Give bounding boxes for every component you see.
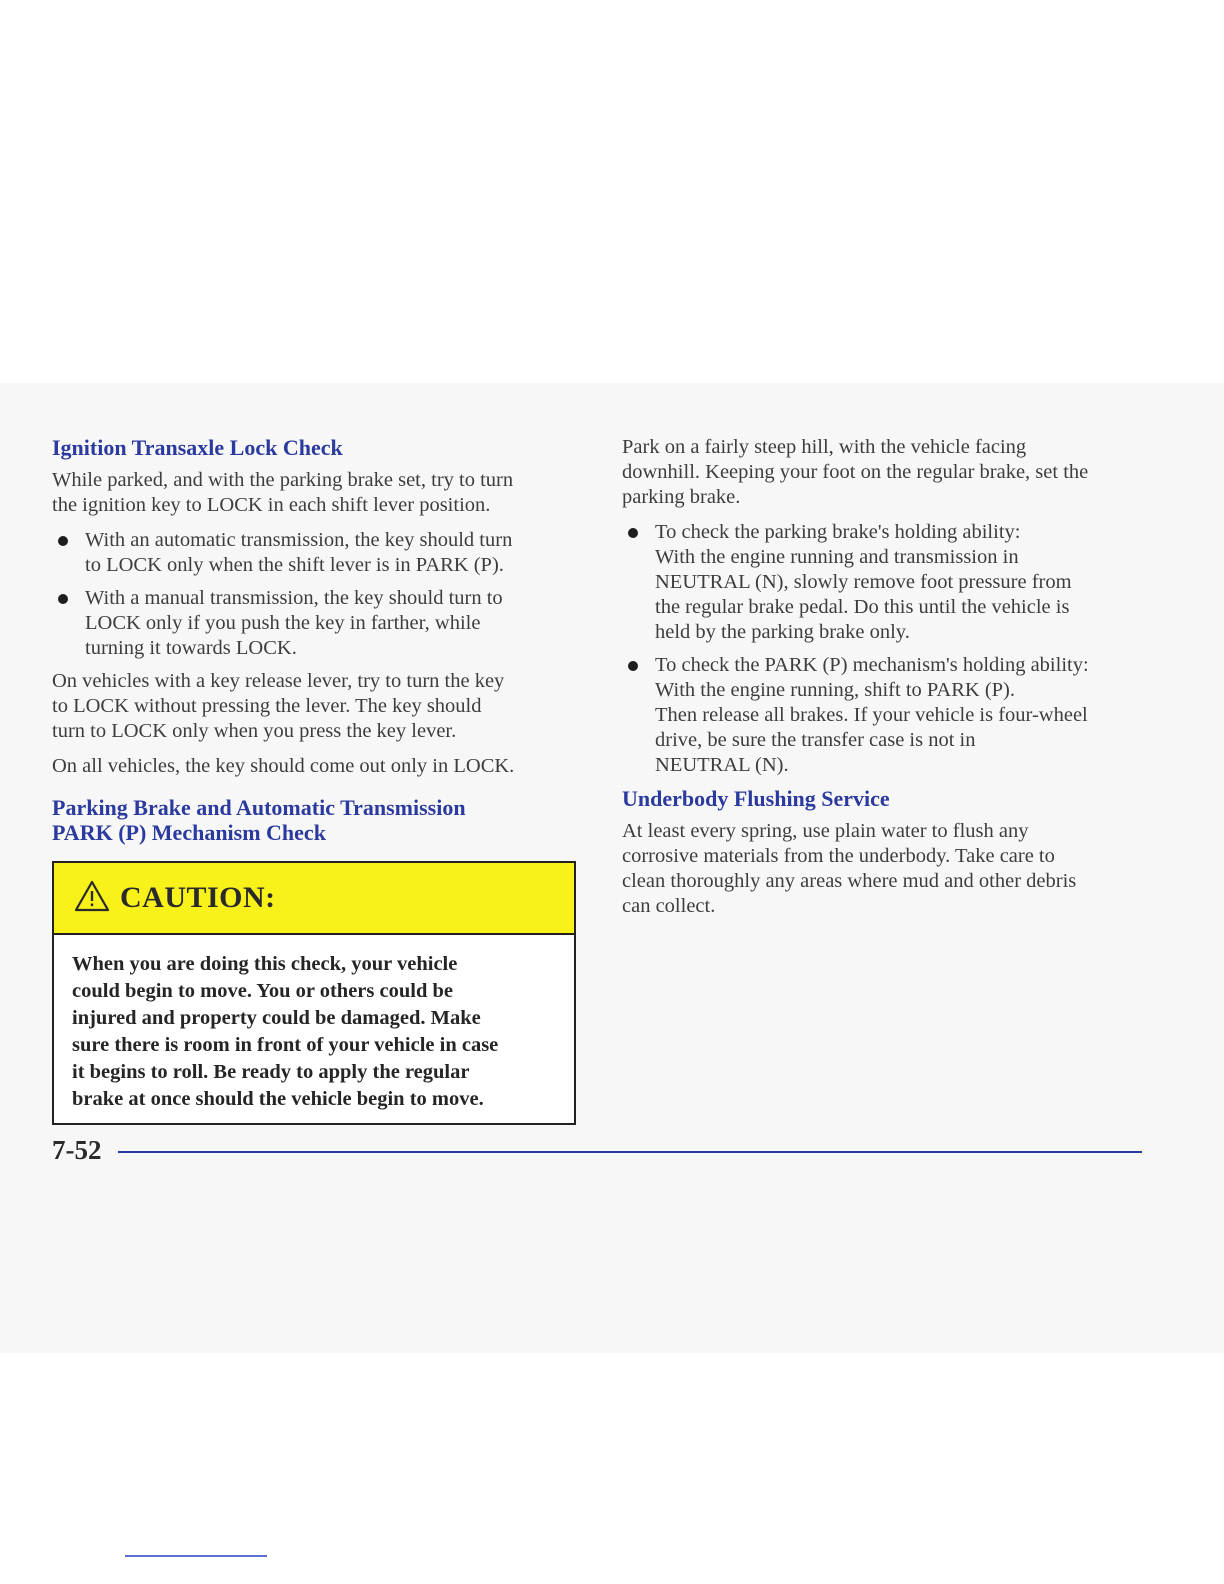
caution-header — [54, 863, 574, 935]
caution-title: CAUTION: — [120, 881, 276, 914]
text-line: clean thoroughly any areas where mud and other debris — [622, 870, 1077, 892]
section-heading-ignition-lock: Ignition Transaxle Lock Check — [52, 435, 343, 460]
text-line: NEUTRAL (N), slowly remove foot pressure from — [655, 571, 1072, 593]
text-line: With a manual transmission, the key should turn to — [85, 587, 503, 609]
underbody-paragraph — [622, 819, 1152, 919]
text-line: to LOCK only when the shift lever is in PARK (P). — [85, 554, 504, 576]
warning-triangle-icon — [74, 880, 110, 917]
list-item — [52, 528, 582, 578]
footer-divider — [118, 1151, 1142, 1153]
text-line: downhill. Keeping your foot on the regular brake, set the — [622, 461, 1089, 483]
text-line: the ignition key to LOCK in each shift lever position. — [52, 494, 491, 516]
text-line: can collect. — [622, 895, 716, 917]
text-line: held by the parking brake only. — [655, 621, 910, 643]
page-footer — [52, 1135, 1142, 1165]
text-line: could begin to move. You or others could be — [72, 980, 453, 1002]
ignition-bullet-list — [52, 528, 582, 661]
text-line: Park on a fairly steep hill, with the vehicle facing — [622, 436, 1027, 458]
text-line: NEUTRAL (N). — [655, 754, 789, 776]
right-column — [622, 435, 1152, 929]
text-line: While parked, and with the parking brake set, try to turn — [52, 469, 514, 491]
bullet-icon — [628, 661, 638, 671]
heading-line: PARK (P) Mechanism Check — [52, 820, 326, 845]
text-line: With the engine running, shift to PARK (P). — [655, 679, 1016, 701]
text-line: LOCK only if you push the key in farther, while — [85, 612, 481, 634]
caution-box — [52, 861, 576, 1125]
text-line: to LOCK without pressing the lever. The key should — [52, 695, 482, 717]
bottom-divider — [125, 1555, 267, 1557]
text-line: corrosive materials from the underbody. Take care to — [622, 845, 1055, 867]
brake-check-bullet-list — [622, 520, 1152, 778]
left-column — [52, 435, 582, 1125]
text-line: Then release all brakes. If your vehicle is four-wheel — [655, 704, 1088, 726]
bullet-icon — [58, 594, 68, 604]
text-line: With the engine running and transmission in — [655, 546, 1019, 568]
text-line: it begins to roll. Be ready to apply the regular — [72, 1061, 470, 1083]
text-line: To check the parking brake's holding ability: — [655, 521, 1021, 543]
text-line: drive, be sure the transfer case is not in — [655, 729, 976, 751]
text-line: turning it towards LOCK. — [85, 637, 297, 659]
text-line: the regular brake pedal. Do this until the vehicle is — [655, 596, 1070, 618]
section-heading-parking-brake — [52, 795, 582, 845]
list-item — [622, 653, 1152, 778]
text-line: When you are doing this check, your vehicle — [72, 953, 458, 975]
list-item — [52, 586, 582, 661]
key-release-paragraph — [52, 669, 582, 744]
text-line: parking brake. — [622, 486, 741, 508]
all-vehicles-paragraph: On all vehicles, the key should come out only in LOCK. — [52, 755, 515, 777]
text-line: brake at once should the vehicle begin to move. — [72, 1088, 484, 1110]
ignition-intro-paragraph — [52, 468, 582, 518]
text-line: With an automatic transmission, the key should turn — [85, 529, 513, 551]
section-heading-underbody: Underbody Flushing Service — [622, 786, 890, 811]
text-line: injured and property could be damaged. Make — [72, 1007, 481, 1029]
caution-text — [54, 935, 574, 1123]
list-item — [622, 520, 1152, 645]
page-number: 7-52 — [52, 1135, 102, 1165]
hill-parking-paragraph — [622, 435, 1152, 510]
text-line: To check the PARK (P) mechanism's holding ability: — [655, 654, 1089, 676]
bullet-icon — [58, 536, 68, 546]
text-line: turn to LOCK only when you press the key lever. — [52, 720, 457, 742]
heading-line: Parking Brake and Automatic Transmission — [52, 795, 466, 820]
text-line: sure there is room in front of your vehicle in case — [72, 1034, 499, 1056]
text-line: On vehicles with a key release lever, try to turn the key — [52, 670, 505, 692]
text-line: At least every spring, use plain water to flush any — [622, 820, 1029, 842]
bullet-icon — [628, 528, 638, 538]
